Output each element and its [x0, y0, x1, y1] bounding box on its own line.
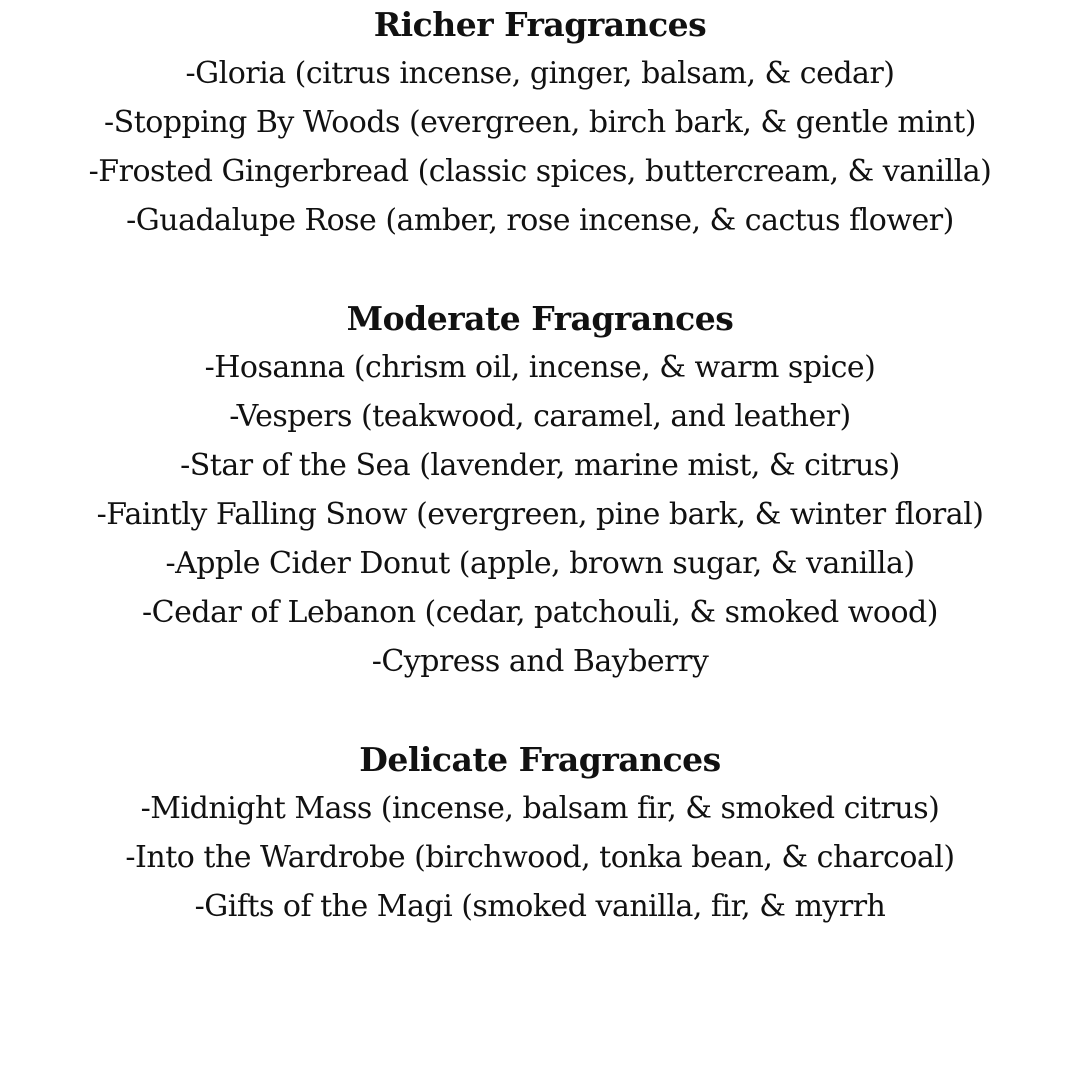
- fragrance-item: -Gloria (citrus incense, ginger, balsam, & cedar): [185, 56, 895, 91]
- fragrance-item: -Apple Cider Donut (apple, brown sugar, & vanilla): [165, 546, 915, 581]
- section-delicate-fragrances: [0, 735, 1080, 931]
- fragrance-item: -Into the Wardrobe (birchwood, tonka bean, & charcoal): [125, 840, 955, 875]
- section-heading: Delicate Fragrances: [359, 740, 721, 779]
- fragrance-item: -Guadalupe Rose (amber, rose incense, & cactus flower): [126, 203, 954, 238]
- fragrance-item: -Vespers (teakwood, caramel, and leather): [229, 399, 851, 434]
- section-heading: Moderate Fragrances: [346, 299, 734, 338]
- fragrance-item: -Stopping By Woods (evergreen, birch bark, & gentle mint): [104, 105, 976, 140]
- fragrance-item: -Hosanna (chrism oil, incense, & warm spice): [204, 350, 876, 385]
- section-moderate-fragrances: [0, 294, 1080, 686]
- fragrance-item: -Frosted Gingerbread (classic spices, buttercream, & vanilla): [88, 154, 992, 189]
- fragrance-item: -Cypress and Bayberry: [371, 644, 709, 679]
- section-richer-fragrances: [0, 0, 1080, 245]
- section-heading: Richer Fragrances: [373, 5, 707, 44]
- fragrance-item: -Faintly Falling Snow (evergreen, pine bark, & winter floral): [96, 497, 984, 532]
- fragrance-item: -Star of the Sea (lavender, marine mist, & citrus): [180, 448, 900, 483]
- fragrance-item: -Gifts of the Magi (smoked vanilla, fir, & myrrh: [194, 889, 886, 924]
- fragrance-item: -Midnight Mass (incense, balsam fir, & smoked citrus): [140, 791, 940, 826]
- fragrance-item: -Cedar of Lebanon (cedar, patchouli, & smoked wood): [142, 595, 938, 630]
